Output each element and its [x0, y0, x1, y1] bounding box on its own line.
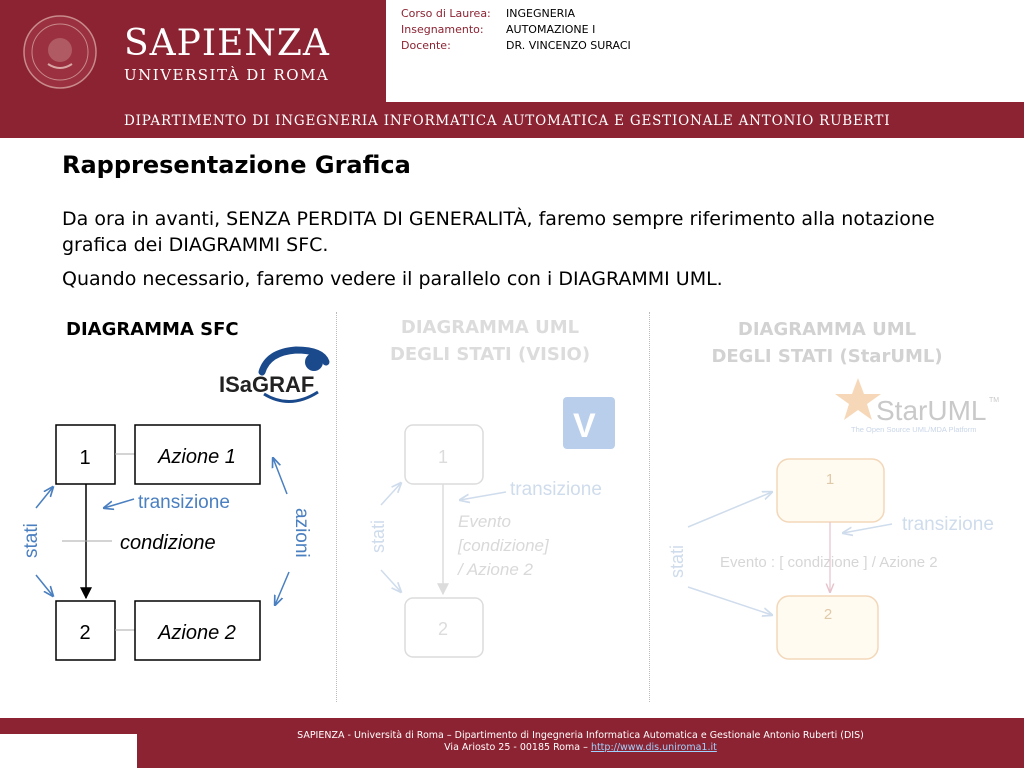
footer-website-link[interactable]: http://www.dis.uniroma1.it	[590, 742, 717, 753]
visio-title-line2: DEGLI STATI (VISIO)	[389, 344, 591, 365]
sfc-transition-label: transizione	[138, 492, 230, 513]
sfc-column-title: DIAGRAMMA SFC	[66, 319, 239, 340]
visio-transition-label: transizione	[510, 479, 602, 500]
sfc-condition-label: condizione	[120, 532, 216, 554]
visio-event-line2: [condizione]	[458, 536, 549, 555]
sfc-step-2-label: 2	[79, 622, 91, 644]
staruml-title-line2: DEGLI STATI (StarUML)	[711, 346, 943, 367]
sfc-action-2-label: Azione 2	[158, 622, 236, 644]
staruml-transition-label: transizione	[902, 514, 994, 535]
visio-event-line1: Evento	[458, 512, 511, 531]
visio-state-2-label: 2	[437, 619, 449, 639]
staruml-state-2-label: 2	[823, 606, 833, 623]
staruml-state-1	[777, 459, 884, 522]
staruml-states-label: stati	[667, 544, 687, 578]
sfc-step-1-label: 1	[79, 447, 91, 469]
subject-label: Insegnamento:	[401, 23, 484, 36]
isagraf-logo	[219, 350, 326, 402]
teacher-value: DR. VINCENZO SURACI	[506, 39, 631, 52]
visio-event-line3: / Azione 2	[458, 560, 533, 579]
department-name: DIPARTIMENTO DI INGEGNERIA INFORMATICA AUTOMATICA E GESTIONALE ANTONIO RUBERTI	[124, 113, 891, 129]
staruml-states-arrow-down	[688, 587, 772, 615]
visio-logo-icon	[563, 397, 615, 449]
visio-states-arrow-down	[381, 570, 401, 592]
staruml-transition-pointer	[843, 524, 892, 533]
staruml-states-arrow-up	[688, 492, 772, 527]
visio-transition-pointer	[460, 492, 506, 500]
sfc-states-arrow-up	[36, 487, 53, 508]
course-value: INGEGNERIA	[506, 7, 576, 20]
university-name: SAPIENZA	[124, 23, 330, 64]
visio-state-1-label: 1	[437, 447, 449, 467]
staruml-logo-text: StarUML	[876, 395, 987, 426]
footer	[137, 718, 1024, 768]
visio-title-line1: DIAGRAMMA UML	[400, 317, 580, 338]
sfc-states-arrow-down	[36, 575, 53, 596]
course-label: Corso di Laurea:	[401, 7, 491, 20]
footer-accent	[0, 718, 137, 734]
isagraf-logo-text: ISaGRAF	[219, 372, 315, 397]
staruml-logo-tagline: The Open Source UML/MDA Platform	[851, 425, 977, 434]
svg-text:V: V	[573, 407, 596, 445]
sfc-actions-label: azioni	[291, 508, 312, 558]
sfc-actions-arrow-down	[275, 572, 289, 605]
footer-street: Via Ariosto 25 - 00185 Roma –	[444, 742, 588, 753]
staruml-title-line1: DIAGRAMMA UML	[737, 319, 917, 340]
staruml-event-label: Evento : [ condizione ] / Azione 2	[720, 554, 938, 571]
footer-address-line1: SAPIENZA - Università di Roma – Dipartimento di Ingegneria Informatica Automatica e Gestionale Antonio Ruberti (DIS)	[297, 730, 864, 741]
slide-title: Rappresentazione Grafica	[62, 151, 411, 179]
sfc-states-label: stati	[21, 523, 42, 558]
visio-states-arrow-up	[381, 483, 401, 505]
slide-paragraph-1: Da ora in avanti, SENZA PERDITA DI GENERALITÀ, faremo sempre riferimento alla notazione grafica dei DIAGRAMMI SFC.	[62, 208, 935, 256]
slide-paragraph-2: Quando necessario, faremo vedere il parallelo con i DIAGRAMMI UML.	[62, 268, 723, 290]
staruml-logo-tm: TM	[989, 397, 1000, 404]
teacher-label: Docente:	[401, 39, 451, 52]
subject-value: AUTOMAZIONE I	[506, 23, 596, 36]
visio-states-label: stati	[368, 519, 388, 553]
footer-address-line2	[137, 742, 1024, 754]
sfc-actions-arrow-up	[273, 458, 287, 494]
sfc-transition-pointer	[104, 499, 134, 508]
sfc-action-1-label: Azione 1	[158, 446, 236, 468]
staruml-state-1-label: 1	[825, 471, 835, 488]
university-subtitle: UNIVERSITÀ DI ROMA	[124, 66, 330, 84]
staruml-logo	[835, 378, 999, 434]
